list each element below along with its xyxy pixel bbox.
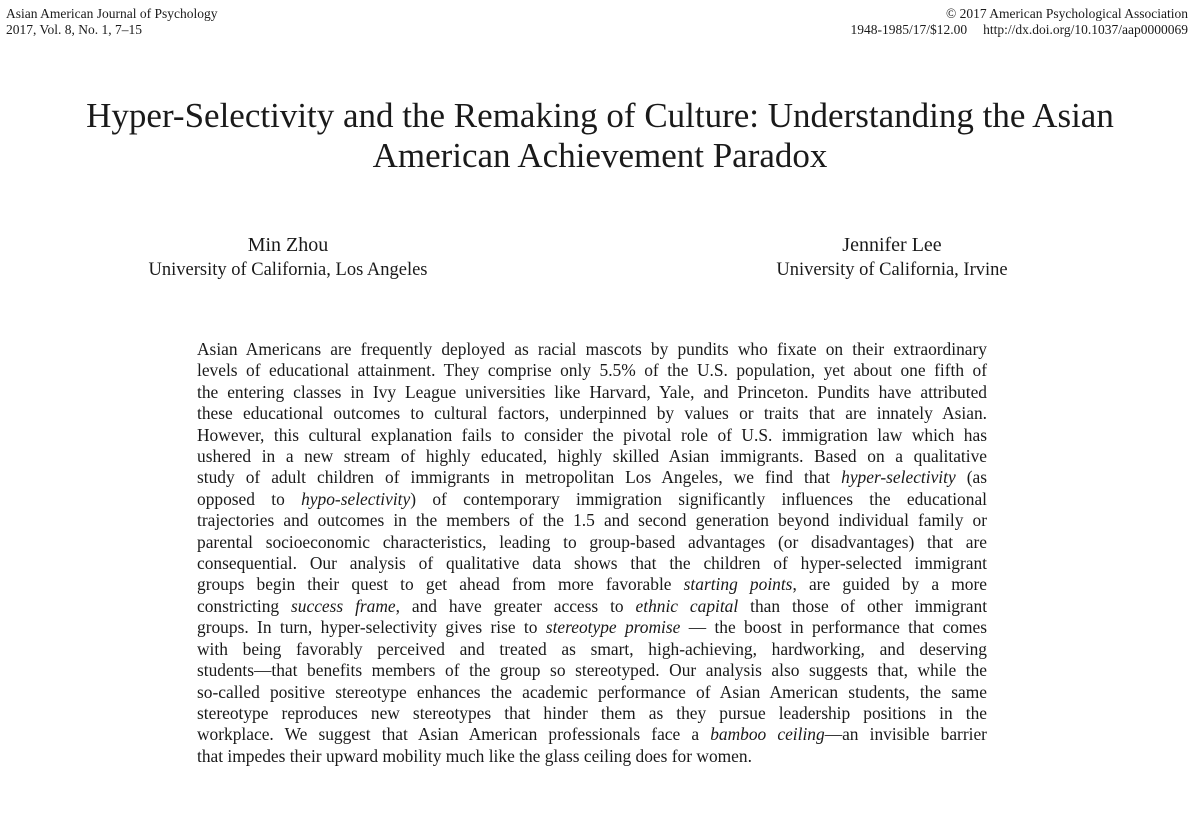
- emphasis-term: stereotype promise: [545, 617, 681, 638]
- abstract-line: the entering classes in Ivy League universities like Harvard, Yale, and Princeton. Pundits have attributed: [197, 381, 987, 402]
- abstract-line: [197, 467, 987, 488]
- abstract-line: with being favorably perceived and treated as smart, high-achieving, hardworking, and deserving: [197, 638, 987, 659]
- abstract-line: [197, 724, 987, 745]
- author-block-1: [118, 232, 458, 282]
- emphasis-term: success frame: [291, 595, 396, 616]
- abstract-text: opposed to: [197, 488, 302, 509]
- abstract-text: groups begin their quest to get ahead from more favorable: [197, 574, 684, 595]
- journal-name: Asian American Journal of Psychology: [6, 6, 218, 21]
- abstract-text: study of adult children of immigrants in metropolitan Los Angeles, we find that: [197, 467, 842, 488]
- issn: 1948-1985/17/$12.00: [850, 22, 968, 37]
- abstract-line: [197, 617, 987, 638]
- publisher-header: [851, 6, 1189, 38]
- abstract-line: students—that benefits members of the group so stereotyped. Our analysis also suggests that, while the: [197, 660, 987, 681]
- journal-volume: 2017, Vol. 8, No. 1, 7–15: [6, 22, 143, 37]
- abstract-text: , are guided by a more: [792, 574, 987, 595]
- title-line-1: Hyper-Selectivity and the Remaking of Culture: Understanding the Asian: [86, 96, 1114, 135]
- emphasis-term: hypo-selectivity: [301, 488, 411, 509]
- abstract-line: ushered in a new stream of highly educated, highly skilled Asian immigrants. Based on a qualitative: [197, 446, 987, 467]
- abstract-line: [197, 489, 987, 510]
- copyright-line: © 2017 American Psychological Association: [946, 6, 1188, 21]
- abstract-text: groups. In turn, hyper-selectivity gives rise to: [197, 617, 546, 638]
- emphasis-term: ethnic capital: [635, 595, 739, 616]
- abstract-line: parental socioeconomic characteristics, leading to group-based advantages (or disadvantages) that are: [197, 531, 987, 552]
- title-line-2: American Achievement Paradox: [372, 136, 828, 175]
- abstract-line: stereotype reproduces new stereotypes that hinder them as they pursue leadership positions in the: [197, 702, 987, 723]
- emphasis-term: starting points: [683, 574, 793, 595]
- abstract-line: so-called positive stereotype enhances the academic performance of Asian American students, the same: [197, 681, 987, 702]
- issn-doi-line: [851, 22, 1189, 38]
- paper-title: [0, 96, 1200, 176]
- abstract-text: —an invisible barrier: [824, 724, 987, 745]
- abstract-line: [197, 574, 987, 595]
- abstract-text: workplace. We suggest that Asian American professionals face a: [197, 724, 711, 745]
- journal-header: [6, 6, 217, 38]
- author-affiliation: University of California, Irvine: [776, 260, 1008, 280]
- doi-link[interactable]: http://dx.doi.org/10.1037/aap0000069: [983, 22, 1188, 37]
- author-name: Min Zhou: [247, 234, 329, 256]
- abstract-text: ) of contemporary immigration significantly influences the educational: [410, 488, 988, 509]
- abstract: [197, 339, 987, 767]
- abstract-line: these educational outcomes to cultural factors, underpinned by values or traits that are innately Asian.: [197, 403, 987, 424]
- abstract-line: [197, 596, 987, 617]
- abstract-text: (as: [955, 467, 987, 488]
- abstract-line: trajectories and outcomes in the members of the 1.5 and second generation beyond individual family or: [197, 510, 987, 531]
- abstract-line: that impedes their upward mobility much like the glass ceiling does for women.: [197, 745, 752, 766]
- author-affiliation: University of California, Los Angeles: [148, 260, 428, 280]
- emphasis-term: bamboo ceiling: [710, 724, 825, 745]
- abstract-text: than those of other immigrant: [738, 595, 988, 616]
- abstract-line: Asian Americans are frequently deployed as racial mascots by pundits who fixate on their extraordinary: [197, 339, 987, 359]
- emphasis-term: hyper-selectivity: [841, 467, 956, 488]
- abstract-text: — the boost in performance that comes: [680, 617, 988, 638]
- abstract-line: levels of educational attainment. They comprise only 5.5% of the U.S. population, yet about one fifth of: [197, 360, 987, 381]
- author-block-2: [742, 232, 1042, 282]
- abstract-text: , and have greater access to: [395, 595, 636, 616]
- author-name: Jennifer Lee: [842, 234, 942, 256]
- abstract-line: consequential. Our analysis of qualitative data shows that the children of hyper-selected immigrant: [197, 553, 987, 574]
- abstract-line: However, this cultural explanation fails to consider the pivotal role of U.S. immigration law which has: [197, 424, 987, 445]
- abstract-text: constricting: [197, 595, 292, 616]
